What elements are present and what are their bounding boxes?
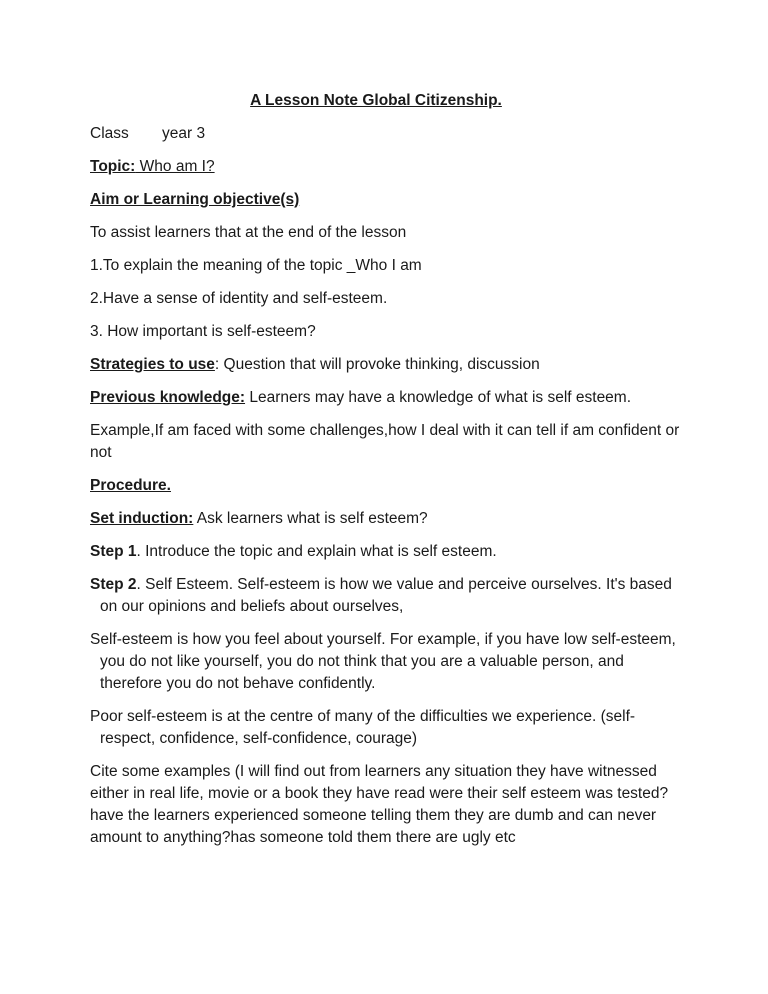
step-2-label: Step 2 [90, 576, 137, 593]
set-induction-label: Set induction: [90, 510, 194, 527]
strategies-label: Strategies to use [90, 356, 215, 373]
procedure-heading: Procedure. [90, 477, 171, 494]
previous-knowledge-label: Previous knowledge: [90, 389, 246, 406]
previous-knowledge-value: Learners may have a knowledge of what is self esteem. [245, 389, 632, 406]
document-title: A Lesson Note Global Citizenship. [250, 92, 502, 109]
step-1-line [90, 541, 690, 563]
cite-examples-paragraph: Cite some examples (I will find out from learners any situation they have witnessed either in real life, movie or a book they have read were their self esteem was tested?have the learners experienced someone telling them they are dumb and can never amount to anything?has someone told them there are ugly etc [90, 763, 669, 846]
strategies-line [90, 354, 690, 376]
previous-knowledge-line [90, 387, 690, 409]
example-paragraph: Example,If am faced with some challenges,how I deal with it can tell if am confident or not [90, 422, 680, 461]
step-1-label: Step 1 [90, 543, 137, 560]
class-value: year 3 [162, 125, 206, 142]
step-2-value: . Self Esteem. Self-esteem is how we value and perceive ourselves. It's based on our opinions and beliefs about ourselves, [100, 576, 672, 615]
set-induction-line [90, 508, 690, 530]
aim-heading: Aim or Learning objective(s) [90, 191, 300, 208]
strategies-value: : Question that will provoke thinking, discussion [214, 356, 540, 373]
objective-item: 2.Have a sense of identity and self-esteem. [90, 290, 388, 307]
topic-label: Topic: [90, 158, 136, 175]
objective-item: 3. How important is self-esteem? [90, 323, 316, 340]
lesson-note [90, 90, 690, 860]
self-esteem-paragraph: Self-esteem is how you feel about yourself. For example, if you have low self-esteem, you do not like yourself, you do not think that you are a valuable person, and therefore you do not behave confidently. [90, 631, 676, 692]
step-1-value: . Introduce the topic and explain what is self esteem. [136, 543, 497, 560]
topic-value: Who am I? [135, 158, 215, 175]
class-line [90, 123, 690, 145]
objective-item: 1.To explain the meaning of the topic _Who I am [90, 257, 422, 274]
class-label: Class [90, 125, 129, 142]
poor-self-esteem-paragraph: Poor self-esteem is at the centre of many of the difficulties we experience. (self-respect, confidence, self-confidence, courage) [90, 708, 636, 747]
topic-line [90, 156, 690, 178]
aim-intro: To assist learners that at the end of the lesson [90, 224, 407, 241]
step-2-line [90, 574, 690, 618]
set-induction-value: Ask learners what is self esteem? [193, 510, 428, 527]
